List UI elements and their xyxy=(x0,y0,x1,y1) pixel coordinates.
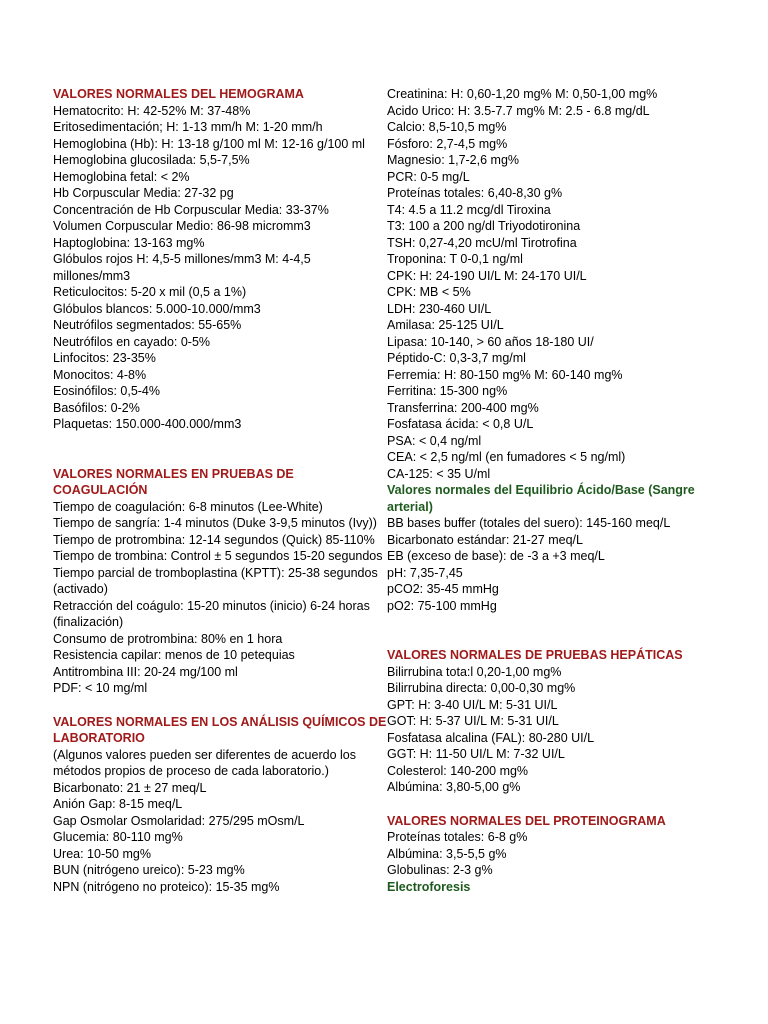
hemograma-line: Glóbulos blancos: 5.000-10.000/mm3 xyxy=(53,301,261,316)
acido-base-line: pCO2: 35-45 mmHg xyxy=(387,582,499,596)
hemograma-line: Hb Corpuscular Media: 27-32 pg xyxy=(53,186,234,200)
hepaticas-list xyxy=(387,664,722,796)
section-spacer xyxy=(387,614,722,647)
quimicos-line: Amilasa: 25-125 UI/L xyxy=(387,318,504,332)
hemograma-line: Linfocitos: 23-35% xyxy=(53,351,156,365)
acido-base-heading: Valores normales del Equilibrio Ácido/Base (Sangre arterial) xyxy=(387,483,695,514)
quimicos-line: Gap Osmolar Osmolaridad: 275/295 mOsm/L xyxy=(53,813,305,828)
hemograma-line: Hemoglobina fetal: < 2% xyxy=(53,169,190,184)
quimicos-line: Proteínas totales: 6,40-8,30 g% xyxy=(387,186,563,200)
hemograma-line: Reticulocitos: 5-20 x mil (0,5 a 1%) xyxy=(53,285,247,299)
proteinograma-list xyxy=(387,829,722,879)
coagulacion-line: Retracción del coágulo: 15-20 minutos (inicio) 6-24 horas (finalización) xyxy=(53,598,370,629)
coagulacion-line: PDF: < 10 mg/ml xyxy=(53,681,148,695)
section-spacer xyxy=(53,433,388,466)
quimicos-line: Lipasa: 10-140, > 60 años 18-180 UI/ xyxy=(387,334,594,349)
electroforesis-subheading: Electroforesis xyxy=(387,879,471,894)
quimicos-line: PCR: 0-5 mg/L xyxy=(387,169,470,184)
proteinograma-line: Albúmina: 3,5-5,5 g% xyxy=(387,846,507,861)
quimicos-line: PSA: < 0,4 ng/ml xyxy=(387,433,482,448)
acido-base-line: pO2: 75-100 mmHg xyxy=(387,598,497,613)
quimicos-line: BUN (nitrógeno ureico): 5-23 mg% xyxy=(53,863,245,877)
quimicos-line: Creatinina: H: 0,60-1,20 mg% M: 0,50-1,00 mg% xyxy=(387,87,658,101)
hepaticas-line: Colesterol: 140-200 mg% xyxy=(387,763,529,778)
quimicos-line: TSH: 0,27-4,20 mcU/ml Tirotrofina xyxy=(387,235,577,250)
acido-base-line: pH: 7,35-7,45 xyxy=(387,565,463,580)
quimicos-line: LDH: 230-460 UI/L xyxy=(387,301,492,316)
quimicos-line: Acido Urico: H: 3.5-7.7 mg% M: 2.5 - 6.8 mg/dL xyxy=(387,103,650,118)
quimicos-line: Anión Gap: 8-15 meq/L xyxy=(53,797,183,811)
hepaticas-line: Fosfatasa alcalina (FAL): 80-280 UI/L xyxy=(387,730,595,745)
quimicos-line: Glucemia: 80-110 mg% xyxy=(53,830,183,844)
coagulacion-line: Resistencia capilar: menos de 10 petequias xyxy=(53,648,295,662)
coagulacion-line: Tiempo de sangría: 1-4 minutos (Duke 3-9,5 minutos (Ivy)) xyxy=(53,516,377,530)
coagulacion-line: Tiempo parcial de tromboplastina (KPTT): 25-38 segundos (activado) xyxy=(53,565,378,596)
quimicos-line: NPN (nitrógeno no proteico): 15-35 mg% xyxy=(53,879,280,894)
quimicos-line: Fósforo: 2,7-4,5 mg% xyxy=(387,136,508,151)
hepaticas-heading: VALORES NORMALES DE PRUEBAS HEPÁTICAS xyxy=(387,648,683,662)
right-column xyxy=(387,86,722,895)
proteinograma-line: Globulinas: 2-3 g% xyxy=(387,863,493,877)
quimicos-line: Péptido-C: 0,3-3,7 mg/ml xyxy=(387,351,526,365)
coagulacion-line: Tiempo de trombina: Control ± 5 segundos 15-20 segundos xyxy=(53,549,383,563)
proteinograma-line: Proteínas totales: 6-8 g% xyxy=(387,830,528,844)
coagulacion-list xyxy=(53,499,388,697)
hemograma-line: Eritosedimentación; H: 1-13 mm/h M: 1-20 mm/h xyxy=(53,120,323,134)
hemograma-line: Eosinófilos: 0,5-4% xyxy=(53,384,161,398)
hemograma-line: Volumen Corpuscular Medio: 86-98 micromm3 xyxy=(53,219,311,233)
coagulacion-line: Consumo de protrombina: 80% en 1 hora xyxy=(53,631,283,646)
section-spacer xyxy=(53,697,388,714)
quimicos-line: (Algunos valores pueden ser diferentes de acuerdo los métodos propios de proceso de cada laboratorio.) xyxy=(53,747,356,778)
quimicos-line: Ferremia: H: 80-150 mg% M: 60-140 mg% xyxy=(387,367,623,382)
hepaticas-line: GGT: H: 11-50 UI/L M: 7-32 UI/L xyxy=(387,747,565,761)
quimicos-line: Magnesio: 1,7-2,6 mg% xyxy=(387,153,520,167)
hemograma-heading: VALORES NORMALES DEL HEMOGRAMA xyxy=(53,87,304,101)
quimicos-line: T3: 100 a 200 ng/dl Triyodotironina xyxy=(387,219,581,233)
quimicos-line: Troponina: T 0-0,1 ng/ml xyxy=(387,252,523,266)
acido-base-line: EB (exceso de base): de -3 a +3 meq/L xyxy=(387,549,605,563)
quimicos-line: Urea: 10-50 mg% xyxy=(53,846,151,861)
acido-base-list xyxy=(387,515,722,614)
hemograma-line: Haptoglobina: 13-163 mg% xyxy=(53,235,205,250)
quimicos-line: Ferritina: 15-300 ng% xyxy=(387,384,508,398)
quimicos-line: Fosfatasa ácida: < 0,8 U/L xyxy=(387,417,534,431)
acido-base-line: BB bases buffer (totales del suero): 145-160 meq/L xyxy=(387,516,671,530)
acido-base-line: Bicarbonato estándar: 21-27 meq/L xyxy=(387,532,583,547)
quimicos-cont-list xyxy=(387,86,722,482)
hemograma-list xyxy=(53,103,388,433)
coagulacion-line: Antitrombina III: 20-24 mg/100 ml xyxy=(53,664,238,679)
quimicos-heading: VALORES NORMALES EN LOS ANÁLISIS QUÍMICOS DE LABORATORIO xyxy=(53,714,387,745)
hepaticas-line: Bilirrubina tota:l 0,20-1,00 mg% xyxy=(387,664,562,679)
hemograma-line: Hemoglobina glucosilada: 5,5-7,5% xyxy=(53,153,250,167)
quimicos-line: CPK: H: 24-190 UI/L M: 24-170 UI/L xyxy=(387,268,587,283)
quimicos-list xyxy=(53,747,388,896)
section-spacer xyxy=(387,796,722,813)
hemograma-line: Concentración de Hb Corpuscular Media: 33-37% xyxy=(53,202,329,217)
coagulacion-heading: VALORES NORMALES EN PRUEBAS DE COAGULACIÓN xyxy=(53,466,294,497)
hepaticas-line: Albúmina: 3,80-5,00 g% xyxy=(387,780,521,794)
hemograma-line: Plaquetas: 150.000-400.000/mm3 xyxy=(53,417,242,431)
hemograma-line: Glóbulos rojos H: 4,5-5 millones/mm3 M: 4-4,5 millones/mm3 xyxy=(53,252,311,283)
quimicos-line: Transferrina: 200-400 mg% xyxy=(387,400,539,415)
coagulacion-line: Tiempo de protrombina: 12-14 segundos (Quick) 85-110% xyxy=(53,532,375,547)
hemograma-line: Neutrófilos en cayado: 0-5% xyxy=(53,334,211,349)
hemograma-line: Basófilos: 0-2% xyxy=(53,400,140,415)
quimicos-line: Bicarbonato: 21 ± 27 meq/L xyxy=(53,780,207,795)
hepaticas-line: GOT: H: 5-37 UI/L M: 5-31 UI/L xyxy=(387,714,559,728)
hemograma-line: Monocitos: 4-8% xyxy=(53,367,147,382)
quimicos-line: CA-125: < 35 U/ml xyxy=(387,466,491,481)
quimicos-line: CPK: MB < 5% xyxy=(387,285,471,299)
quimicos-line: Calcio: 8,5-10,5 mg% xyxy=(387,120,507,134)
quimicos-line: CEA: < 2,5 ng/ml (en fumadores < 5 ng/ml) xyxy=(387,450,626,464)
quimicos-line: T4: 4.5 a 11.2 mcg/dl Tiroxina xyxy=(387,202,551,217)
left-column xyxy=(53,86,388,895)
coagulacion-line: Tiempo de coagulación: 6-8 minutos (Lee-White) xyxy=(53,499,323,514)
proteinograma-heading: VALORES NORMALES DEL PROTEINOGRAMA xyxy=(387,813,666,828)
hemograma-line: Neutrófilos segmentados: 55-65% xyxy=(53,318,242,332)
hepaticas-line: Bilirrubina directa: 0,00-0,30 mg% xyxy=(387,681,576,695)
hepaticas-line: GPT: H: 3-40 UI/L M: 5-31 UI/L xyxy=(387,697,558,712)
hemograma-line: Hematocrito: H: 42-52% M: 37-48% xyxy=(53,103,251,118)
hemograma-line: Hemoglobina (Hb): H: 13-18 g/100 ml M: 12-16 g/100 ml xyxy=(53,136,365,151)
